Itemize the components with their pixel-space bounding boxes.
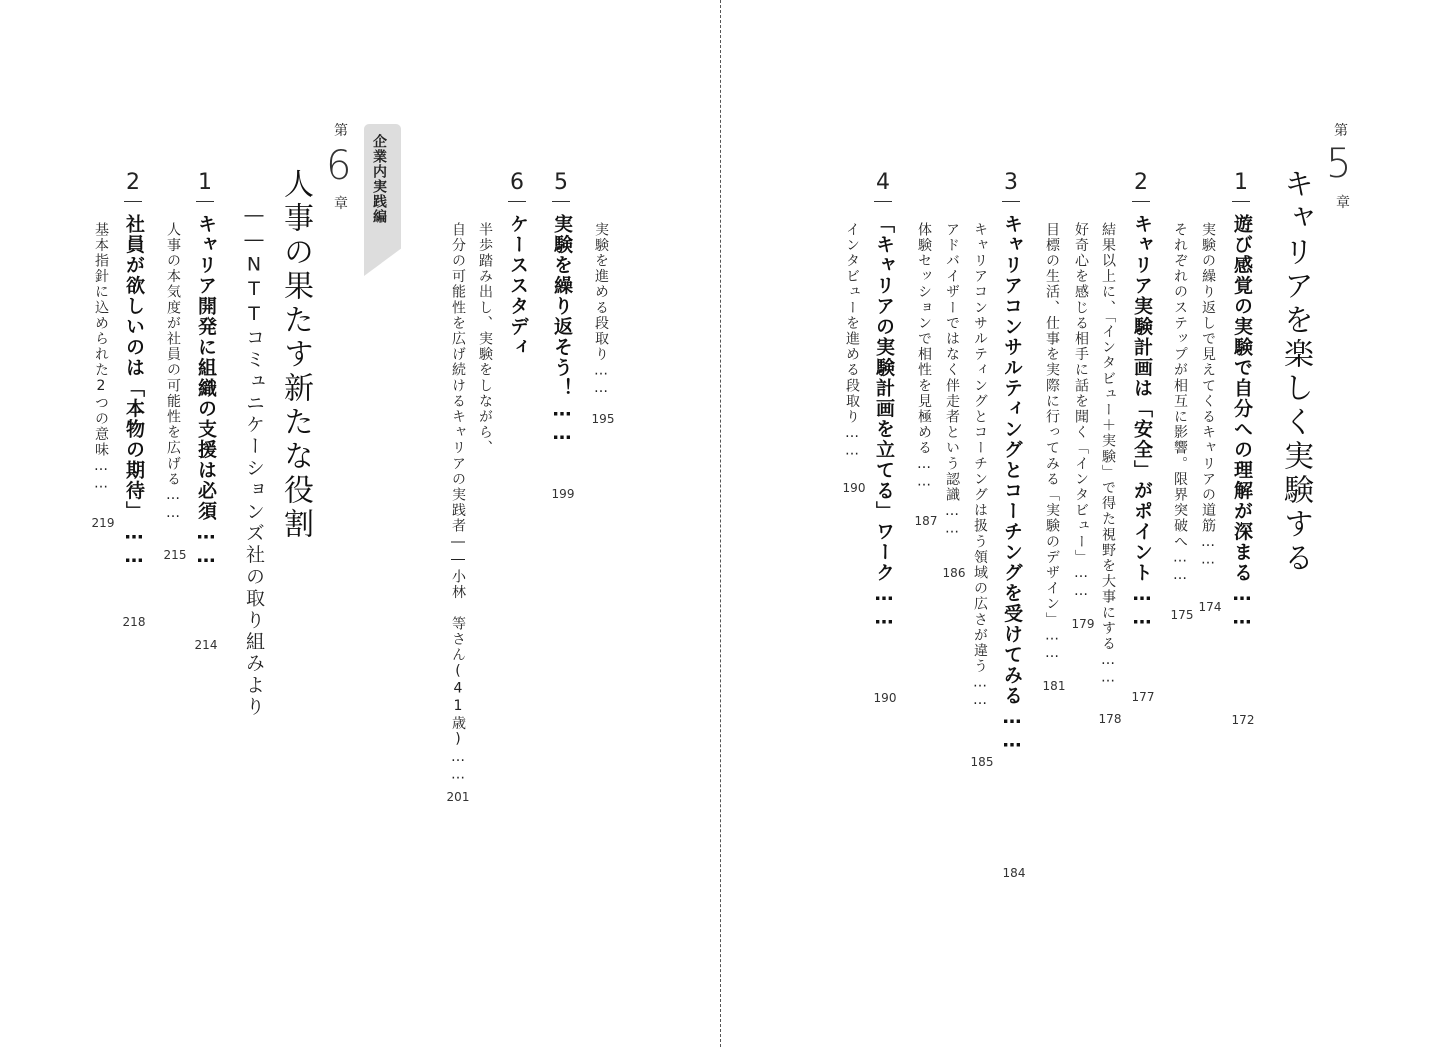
subentry-title: 実験の繰り返しで見えてくるキャリアの道筋……	[1200, 222, 1216, 570]
part-tab-label: 企業内実践編	[371, 134, 387, 224]
page-divider	[720, 0, 721, 1047]
number-rule	[508, 201, 526, 202]
number-rule	[552, 201, 570, 202]
subentry-title: 目標の生活、仕事を実際に行ってみる「実験のデザイン」……	[1044, 222, 1060, 663]
number-rule	[196, 201, 214, 202]
page-number: 174	[1198, 600, 1222, 614]
number-rule	[1002, 201, 1020, 202]
section-number: 6	[510, 170, 524, 195]
subentry-title: 実験を進める段取り……	[593, 222, 609, 398]
page-number: 175	[1170, 608, 1194, 622]
subentry-title: アドバイザーではなく伴走者という認識……	[944, 222, 960, 538]
chapter-suffix: 章	[334, 196, 348, 212]
section-title: ケーススタディ	[507, 214, 529, 358]
chapter-suffix: 章	[1336, 195, 1350, 211]
section-title: キャリアコンサルティングとコーチングを受けてみる……	[1001, 214, 1023, 753]
number-rule	[124, 201, 142, 202]
page-number: 184	[1002, 866, 1026, 880]
chapter-title: キャリアを楽しく実験する	[1278, 168, 1313, 576]
subentry-title: 基本指針に込められた2つの意味……	[93, 222, 109, 494]
subentry-title: それぞれのステップが相互に影響。限界突破へ……	[1172, 222, 1188, 585]
page-number: 179	[1071, 617, 1095, 631]
section-number: 5	[554, 170, 568, 195]
section-title: 実験を繰り返そう！……	[551, 214, 573, 446]
subentry-title: 人事の本気度が社員の可能性を広げる……	[165, 222, 181, 523]
section-title: 社員が欲しいのは「本物の期待」……	[123, 214, 145, 569]
chapter-number: 5	[1326, 141, 1352, 187]
subentry-title: 結果以上に、「インタビュー＋実験」で得た視野を大事にする……	[1100, 222, 1116, 687]
page-number: 214	[194, 638, 218, 652]
page-number: 181	[1042, 679, 1066, 693]
section-number: 2	[126, 170, 140, 195]
section-number: 4	[876, 170, 890, 195]
page-number: 185	[970, 755, 994, 769]
section-number: 2	[1134, 170, 1148, 195]
page-number: 201	[446, 790, 470, 804]
number-rule	[1132, 201, 1150, 202]
chapter-number: 6	[326, 143, 352, 189]
section-number: 1	[198, 170, 212, 195]
page-number: 215	[163, 548, 187, 562]
section-number: 3	[1004, 170, 1018, 195]
page-number: 190	[873, 691, 897, 705]
page-number: 199	[551, 487, 575, 501]
page-number: 172	[1231, 713, 1255, 727]
subentry-title: 自分の可能性を広げ続けるキャリアの実践者――小林 等さん(41歳)……	[450, 222, 466, 784]
section-title: キャリア開発に組織の支援は必須……	[195, 214, 217, 569]
section-number: 1	[1234, 170, 1248, 195]
subentry-title: インタビューを進める段取り……	[844, 222, 860, 460]
section-title: 「キャリアの実験計画を立てる」ワーク……	[873, 214, 895, 630]
number-rule	[1232, 201, 1250, 202]
subentry-title: 半歩踏み出し、実験をしながら、	[477, 222, 493, 456]
page-number: 187	[914, 514, 938, 528]
page-number: 195	[591, 412, 615, 426]
subentry-title: 体験セッションで相性を見極める……	[916, 222, 932, 492]
chapter-subtitle: ――NTTコミュニケーションズ社の取り組みより	[243, 204, 265, 719]
page-number: 186	[942, 566, 966, 580]
subentry-title: キャリアコンサルティングとコーチングは扱う領域の広さが違う……	[972, 222, 988, 710]
section-title: 遊び感覚の実験で自分への理解が深まる……	[1231, 214, 1253, 630]
section-title: キャリア実験計画は「安全」がポイント……	[1131, 214, 1153, 630]
number-rule	[874, 201, 892, 202]
chapter-prefix: 第	[1334, 123, 1348, 139]
page-number: 178	[1098, 712, 1122, 726]
page-number: 177	[1131, 690, 1155, 704]
chapter-prefix: 第	[334, 123, 348, 139]
chapter-title: 人事の果たす新たな役割	[278, 168, 313, 542]
page-number: 219	[91, 516, 115, 530]
subentry-title: 好奇心を感じる相手に話を聞く「インタビュー」……	[1073, 222, 1089, 601]
page-number: 190	[842, 481, 866, 495]
page-number: 218	[122, 615, 146, 629]
